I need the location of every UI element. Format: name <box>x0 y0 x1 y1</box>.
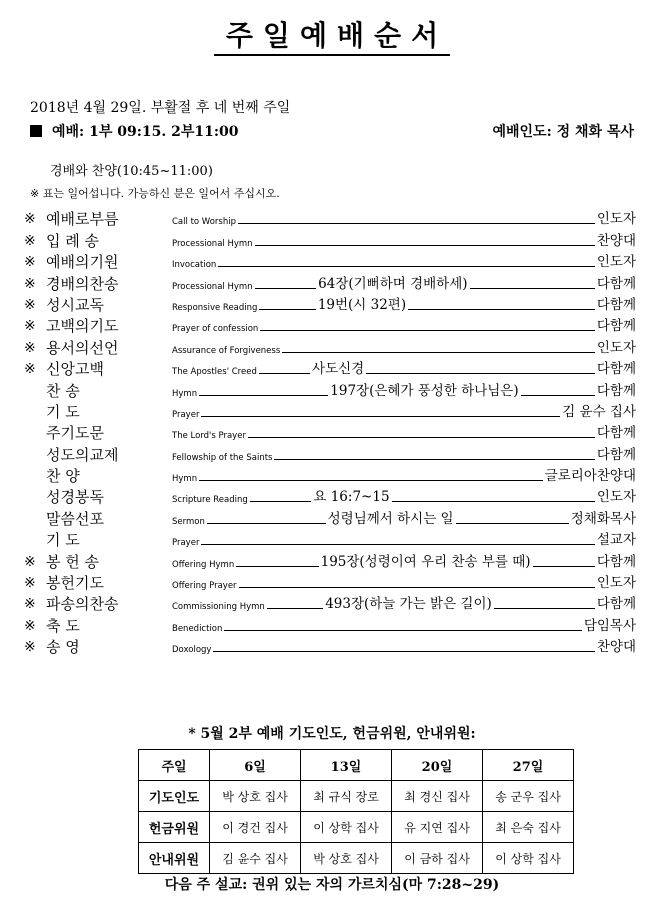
order-item-responsible: 김 윤수 집사 <box>562 403 636 420</box>
leader-line <box>238 223 595 224</box>
order-item-english: Processional Hymn <box>172 238 253 249</box>
order-item <box>24 464 636 485</box>
leader-line <box>201 416 560 417</box>
stand-mark: ※ <box>24 232 36 249</box>
order-item-name: 용서의선언 <box>46 338 119 357</box>
leader-line <box>255 245 595 246</box>
order-item <box>24 228 636 249</box>
square-bullet-icon <box>30 125 42 137</box>
stand-mark: ※ <box>24 318 36 335</box>
order-item-content: 493장(하늘 가는 밝은 길이) <box>325 596 492 613</box>
roster-cell: 이 경건 집사 <box>210 812 301 843</box>
leader-line <box>218 266 595 267</box>
prelude: 경배와 찬양(10:45~11:00) <box>50 164 213 179</box>
order-item-english: Commissioning Hymn <box>172 602 265 613</box>
order-item <box>24 592 636 613</box>
order-item-responsible: 설교자 <box>596 532 636 549</box>
leader-line <box>282 352 595 353</box>
order-item-responsible: 찬양대 <box>596 639 636 656</box>
page-title: 주일예배순서 <box>0 14 664 54</box>
order-item-responsible: 글로리아찬양대 <box>544 468 636 485</box>
order-item-name: 말씀선포 <box>46 509 104 528</box>
order-item-responsible: 인도자 <box>596 211 636 228</box>
order-item-responsible: 담임목사 <box>583 617 636 634</box>
order-item-content: 성령님께서 하시는 일 <box>327 510 454 527</box>
leader-line <box>248 437 595 438</box>
roster-role: 기도인도 <box>139 781 210 812</box>
order-item-content: 197장(은혜가 풍성한 하나님은) <box>330 382 519 399</box>
order-item-english: Prayer <box>172 409 200 420</box>
order-item-english: Prayer <box>172 538 200 549</box>
order-item <box>24 207 636 228</box>
order-item <box>24 293 636 314</box>
order-item-content: 195장(성령이여 우리 찬송 부를 때) <box>320 553 531 570</box>
order-item-name: 신앙고백 <box>46 360 104 379</box>
next-sermon: 다음 주 설교: 권위 있는 자의 가르치심(마 7:28~29) <box>164 877 500 893</box>
order-item <box>24 335 636 356</box>
order-item-content: 19번(시 32편) <box>317 296 407 313</box>
roster-cell: 유 지연 집사 <box>392 812 483 843</box>
order-item-name: 성도의교제 <box>46 445 119 464</box>
order-item-responsible: 다함께 <box>596 361 636 378</box>
order-item-responsible: 인도자 <box>596 339 636 356</box>
order-item-english: The Apostles' Creed <box>172 367 257 378</box>
leader-line <box>199 395 328 396</box>
order-item-english: Offering Prayer <box>172 581 237 592</box>
leader-line <box>236 566 318 567</box>
roster-cell: 이 상학 집사 <box>483 843 574 874</box>
order-item-responsible: 인도자 <box>596 489 636 506</box>
order-item-english: Fellowship of the Saints <box>172 452 273 463</box>
stand-mark: ※ <box>24 596 36 613</box>
order-item-english: Scripture Reading <box>172 495 248 506</box>
order-item <box>24 271 636 292</box>
order-item-content: 요 16:7~15 <box>313 489 390 506</box>
roster-role: 헌금위원 <box>139 812 210 843</box>
leader-line <box>456 523 569 524</box>
roster-header-cell: 6일 <box>210 750 301 781</box>
stand-note: ※ 표는 일어섭니다. 가능하신 분은 일어서 주십시오. <box>30 187 280 200</box>
order-item-name: 송 영 <box>46 638 80 657</box>
stand-mark: ※ <box>24 617 36 634</box>
order-item <box>24 314 636 335</box>
leader-line <box>207 523 326 524</box>
order-item-responsible: 다함께 <box>596 553 636 570</box>
order-item <box>24 635 636 656</box>
leader-line <box>533 566 595 567</box>
stand-mark: ※ <box>24 211 36 228</box>
order-item <box>24 528 636 549</box>
roster-table <box>138 749 574 874</box>
service-times-text: 예배: 1부 09:15. 2부11:00 <box>52 124 239 140</box>
order-item-english: The Lord's Prayer <box>172 431 246 442</box>
leader-line <box>250 501 312 502</box>
leader-line <box>521 395 595 396</box>
leader-line <box>239 587 595 588</box>
leader-line <box>494 608 595 609</box>
leader-line <box>259 373 310 374</box>
order-item-english: Offering Hymn <box>172 559 235 570</box>
order-item <box>24 442 636 463</box>
roster-title: * 5월 2부 예배 기도인도, 헌금위원, 안내위원: <box>188 726 476 742</box>
stand-mark: ※ <box>24 339 36 356</box>
order-item-responsible: 다함께 <box>596 318 636 335</box>
order-item <box>24 485 636 506</box>
roster-cell: 최 은숙 집사 <box>483 812 574 843</box>
order-item-responsible: 다함께 <box>596 446 636 463</box>
order-item-responsible: 다함께 <box>596 596 636 613</box>
roster-row <box>139 843 574 874</box>
leader-line <box>199 480 543 481</box>
leader-line <box>260 330 595 331</box>
order-item <box>24 400 636 421</box>
worship-leader: 예배인도: 정 채화 목사 <box>492 124 634 140</box>
stand-mark: ※ <box>24 553 36 570</box>
order-item-english: Responsive Reading <box>172 302 258 313</box>
order-item-name: 기 도 <box>46 402 80 421</box>
roster-role: 안내위원 <box>139 843 210 874</box>
order-item <box>24 357 636 378</box>
date-line: 2018년 4월 29일. 부활절 후 네 번째 주일 <box>30 100 291 116</box>
stand-mark: ※ <box>24 254 36 271</box>
order-item-english: Assurance of Forgiveness <box>172 345 281 356</box>
order-item-name: 주기도문 <box>46 424 104 443</box>
order-item-responsible: 인도자 <box>596 254 636 271</box>
order-item-responsible: 다함께 <box>596 275 636 292</box>
order-item-responsible: 다함께 <box>596 425 636 442</box>
order-item-english: Doxology <box>172 645 212 656</box>
order-item-name: 봉헌기도 <box>46 574 104 593</box>
order-item <box>24 549 636 570</box>
leader-line <box>255 288 317 289</box>
leader-line <box>392 501 595 502</box>
order-item-name: 성경봉독 <box>46 488 104 507</box>
order-item-english: Invocation <box>172 260 217 271</box>
order-item-english: Prayer of confession <box>172 324 259 335</box>
roster-cell: 송 군우 집사 <box>483 781 574 812</box>
leader-line <box>213 651 594 652</box>
leader-line <box>366 373 595 374</box>
order-item-responsible: 인도자 <box>596 575 636 592</box>
stand-mark: ※ <box>24 639 36 656</box>
order-item-name: 봉 헌 송 <box>46 552 100 571</box>
roster-header-cell: 주일 <box>139 750 210 781</box>
order-item-english: Sermon <box>172 516 205 527</box>
order-item-name: 축 도 <box>46 616 80 635</box>
roster-cell: 박 상호 집사 <box>210 781 301 812</box>
leader-line <box>224 630 581 631</box>
leader-line <box>470 288 595 289</box>
order-item-name: 고백의기도 <box>46 317 119 336</box>
roster-cell: 김 윤수 집사 <box>210 843 301 874</box>
roster-header-cell: 20일 <box>392 750 483 781</box>
order-item-responsible: 다함께 <box>596 382 636 399</box>
order-item-name: 입 례 송 <box>46 231 100 250</box>
order-item-english: Call to Worship <box>172 217 236 228</box>
order-item <box>24 378 636 399</box>
leader-line <box>274 459 594 460</box>
order-item-name: 예배의기원 <box>46 253 119 272</box>
roster-cell: 최 규식 장로 <box>301 781 392 812</box>
order-item-name: 찬 양 <box>46 467 80 486</box>
roster-cell: 최 경신 집사 <box>392 781 483 812</box>
order-item-name: 성시교독 <box>46 295 104 314</box>
leader-line <box>408 309 595 310</box>
roster-row <box>139 812 574 843</box>
roster-cell: 이 상학 집사 <box>301 812 392 843</box>
order-item-content: 사도신경 <box>312 361 365 378</box>
order-item <box>24 613 636 634</box>
order-item-english: Benediction <box>172 623 223 634</box>
order-item-english: Hymn <box>172 474 198 485</box>
order-item-english: Processional Hymn <box>172 281 253 292</box>
order-item <box>24 421 636 442</box>
roster-row <box>139 781 574 812</box>
order-item <box>24 250 636 271</box>
order-item-english: Hymn <box>172 388 198 399</box>
order-item-name: 경배의찬송 <box>46 274 119 293</box>
leader-line <box>201 544 594 545</box>
order-item-name: 파송의찬송 <box>46 595 119 614</box>
order-item-name: 찬 송 <box>46 381 80 400</box>
order-item-name: 기 도 <box>46 531 80 550</box>
stand-mark: ※ <box>24 275 36 292</box>
order-item <box>24 571 636 592</box>
stand-mark: ※ <box>24 575 36 592</box>
roster-cell: 박 상호 집사 <box>301 843 392 874</box>
order-of-worship <box>24 207 636 656</box>
roster-header-cell: 13일 <box>301 750 392 781</box>
stand-mark: ※ <box>24 361 36 378</box>
order-item <box>24 506 636 527</box>
leader-line <box>259 309 315 310</box>
order-item-responsible: 다함께 <box>596 296 636 313</box>
order-item-name: 예배로부름 <box>46 210 119 229</box>
stand-mark: ※ <box>24 296 36 313</box>
service-times <box>30 121 239 141</box>
order-item-content: 64장(기뻐하며 경배하세) <box>318 275 468 292</box>
roster-header-row <box>139 750 574 781</box>
order-item-responsible: 정채화목사 <box>570 510 636 527</box>
order-item-responsible: 찬양대 <box>596 232 636 249</box>
leader-line <box>267 608 323 609</box>
roster-cell: 이 금하 집사 <box>392 843 483 874</box>
roster-header-cell: 27일 <box>483 750 574 781</box>
